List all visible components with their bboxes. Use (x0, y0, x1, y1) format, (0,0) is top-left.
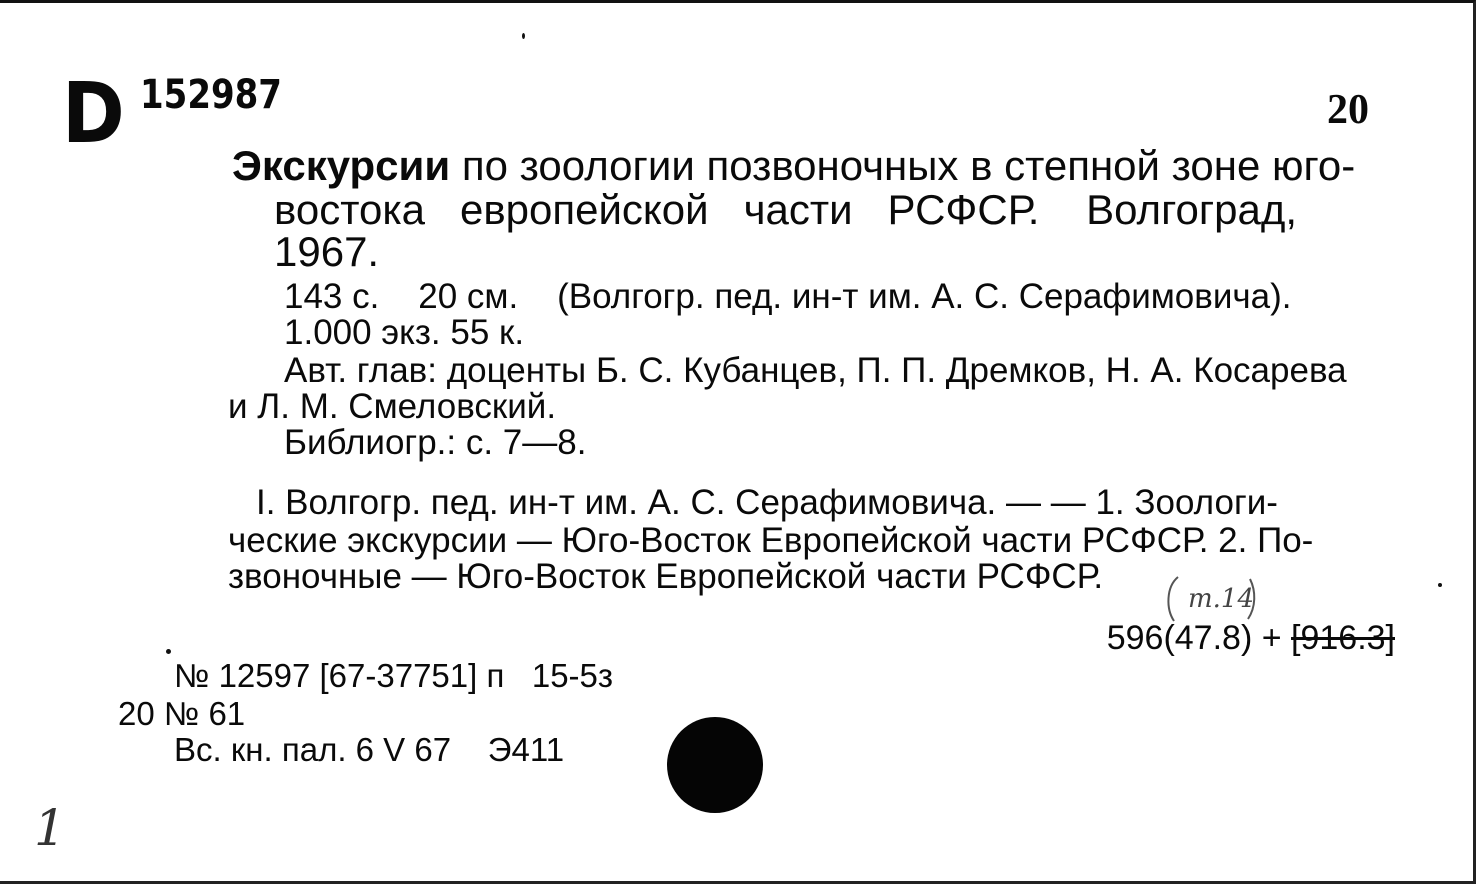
subject-line-3: звоночные — Юго-Восток Европейской части РСФСР. (228, 557, 1104, 596)
print-run: 1.000 экз. 55 к. (284, 313, 525, 352)
title-line-1 (232, 142, 1356, 189)
footer-line-3: Вс. кн. пал. 6 V 67 Э411 (174, 731, 565, 768)
title-line-3: 1967. (274, 228, 380, 275)
subject-line-1: I. Волгогр. пед. ин-т им. А. С. Серафимовича. — — 1. Зоологи- (256, 483, 1278, 522)
subject-line-2: ческие экскурсии — Юго-Восток Европейской части РСФСР. 2. По- (228, 521, 1314, 560)
authors-line-1: Авт. глав: доценты Б. С. Кубанцев, П. П. Дремков, Н. А. Косарева (284, 351, 1347, 390)
classification-struck: [916.3] (1291, 619, 1395, 657)
catalog-letter: D (62, 64, 125, 162)
ink-dot (166, 649, 171, 654)
ink-speck (1438, 583, 1442, 587)
physical-description: 143 с. 20 см. (Волгогр. пед. ин-т им. А. С. Серафимовича). (284, 277, 1292, 316)
title-keyword: Экскурсии (232, 142, 451, 189)
ink-speck (522, 33, 525, 39)
classification-main: 596(47.8) + (1106, 619, 1292, 657)
handwritten-note (1160, 571, 1260, 625)
price-number: 20 (1327, 87, 1369, 133)
footer-line-1: № 12597 [67-37751] п 15-5з (174, 657, 614, 694)
title-line-2: востока европейской части РСФСР. Волгоград, (274, 186, 1298, 233)
handwritten-note-text: т.14 (1188, 584, 1255, 614)
punch-hole (667, 717, 763, 813)
bibliography-note: Библиогр.: с. 7—8. (284, 423, 587, 462)
footer-line-2: 20 № 61 (118, 695, 246, 732)
margin-mark (26, 795, 66, 855)
title-line-1-rest: по зоологии позвоночных в степной зоне юго- (450, 142, 1356, 189)
accession-number: 152987 (140, 72, 282, 118)
margin-mark-text: 1 (34, 799, 66, 855)
classification-code (1107, 621, 1395, 655)
authors-line-2: и Л. М. Смеловский. (228, 387, 557, 426)
